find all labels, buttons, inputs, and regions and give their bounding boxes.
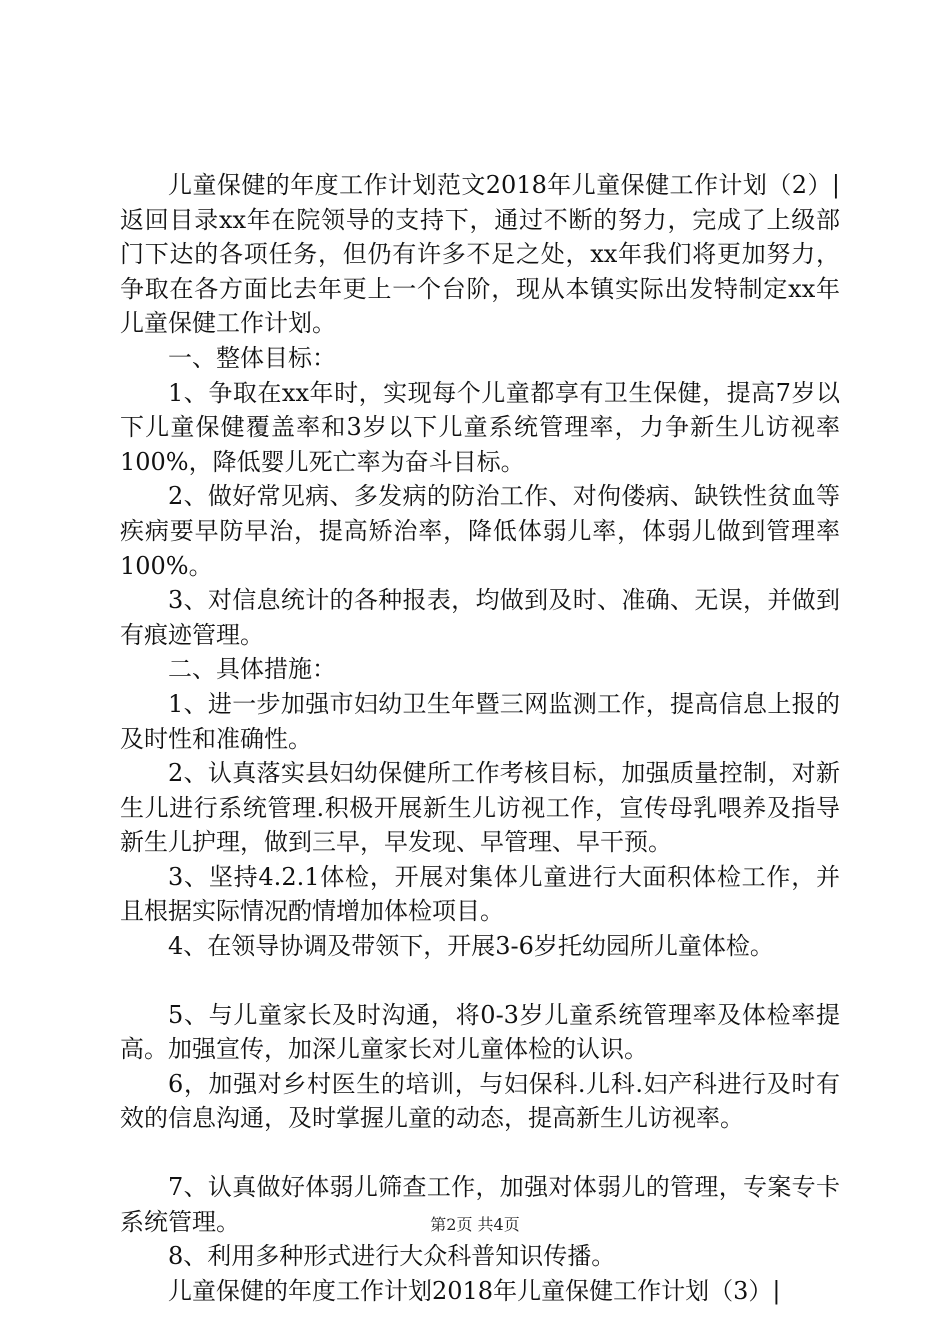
- intro-paragraph: 儿童保健的年度工作计划范文2018年儿童保健工作计划（2）|返回目录xx年在院领导的支持下，通过不断的努力，完成了上级部门下达的各项任务，但仍有许多不足之处，xx年我们将更加努力，争取在各方面比去年更上一个台阶，现从本镇实际出发特制定xx年儿童保健工作计划。: [120, 171, 840, 338]
- measure-item-2: 2、认真落实县妇幼保健所工作考核目标，加强质量控制，对新生儿进行系统管理.积极开展新生儿访视工作，宣传母乳喂养及指导新生儿护理，做到三早，早发现、早管理、早干预。: [120, 759, 840, 857]
- goal-item-3: 3、对信息统计的各种报表，均做到及时、准确、无误，并做到有痕迹管理。: [120, 586, 840, 649]
- goal-item-2: 2、做好常见病、多发病的防治工作、对佝偻病、缺铁性贫血等疾病要早防早治，提高矫治率，降低体弱儿率，体弱儿做到管理率100%。: [120, 482, 840, 580]
- measure-item-5: 5、与儿童家长及时沟通，将0-3岁儿童系统管理率及体检率提高。加强宣传，加深儿童家长对儿童体检的认识。: [120, 1000, 840, 1064]
- measure-item-6: 6，加强对乡村医生的培训，与妇保科.儿科.妇产科进行及时有效的信息沟通，及时掌握儿童的动态，提高新生儿访视率。: [120, 1069, 840, 1133]
- document-body: [120, 168, 840, 1308]
- measure-item-8: 8、利用多种形式进行大众科普知识传播。: [168, 1242, 616, 1271]
- measure-item-7: 7、认真做好体弱儿筛查工作，加强对体弱儿的管理，专案专卡系统管理。: [120, 1173, 840, 1236]
- section-heading-specific-measures: 二、具体措施：: [168, 655, 336, 684]
- section-heading-overall-goals: 一、整体目标：: [168, 343, 336, 372]
- page-number-footer: 第2页 共4页: [430, 1215, 520, 1234]
- measure-item-3: 3、坚持4.2.1体检，开展对集体儿童进行大面积体检工作，并且根据实际情况酌情增加体检项目。: [120, 862, 840, 926]
- next-section-title: 儿童保健的年度工作计划2018年儿童保健工作计划（3）|: [168, 1276, 781, 1305]
- goal-item-1: 1、争取在xx年时，实现每个儿童都享有卫生保健，提高7岁以下儿童保健覆盖率和3岁以下儿童系统管理率，力争新生儿访视率100%，降低婴儿死亡率为奋斗目标。: [120, 378, 840, 476]
- measure-item-1: 1、进一步加强市妇幼卫生年暨三网监测工作，提高信息上报的及时性和准确性。: [120, 689, 840, 753]
- measure-item-4: 4、在领导协调及带领下，开展3-6岁托幼园所儿童体检。: [168, 932, 774, 961]
